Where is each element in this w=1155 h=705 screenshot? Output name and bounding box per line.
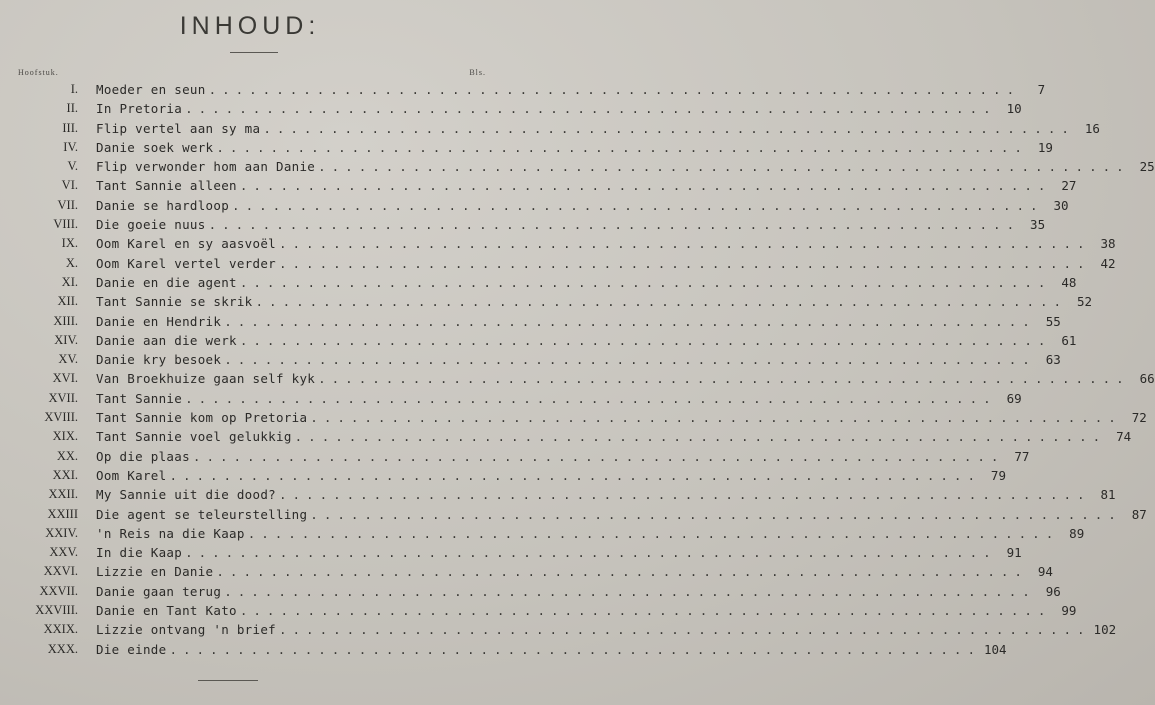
toc-line xyxy=(96,215,1046,234)
chapter-number: XX. xyxy=(56,448,78,463)
toc-entry xyxy=(0,562,1053,581)
dot-leader: ............................................................ xyxy=(216,564,1028,580)
toc-entry xyxy=(0,273,1077,292)
chapter-number: IV. xyxy=(63,139,78,154)
page-number: 96 xyxy=(1045,583,1061,599)
chapter-title: 'n Reis na die Kaap xyxy=(96,525,245,541)
toc-entry xyxy=(0,601,1077,620)
chapter-title: Danie soek werk xyxy=(96,139,214,155)
page-number: 10 xyxy=(1006,101,1022,117)
page-number: 69 xyxy=(1006,390,1022,406)
toc-line xyxy=(96,234,1116,253)
chapter-number: XXIX. xyxy=(43,622,78,637)
chapter-number: XXIV. xyxy=(45,525,78,540)
page-number: 81 xyxy=(1100,487,1116,503)
page-number: 102 xyxy=(1093,622,1117,638)
chapter-number: VIII. xyxy=(53,217,78,232)
chapter-number: XIX. xyxy=(52,429,78,444)
chapter-title: Danie en die agent xyxy=(96,274,237,290)
dot-leader: ............................................................ xyxy=(247,525,1060,541)
toc-line xyxy=(96,176,1077,195)
toc-entry xyxy=(0,254,1116,273)
chapter-title: Danie en Hendrik xyxy=(96,313,222,329)
chapter-number: III. xyxy=(62,120,78,135)
chapter-number: XXII. xyxy=(48,487,78,502)
toc-entry xyxy=(0,505,1147,524)
chapter-column-header: Hoofstuk. xyxy=(18,68,59,77)
toc-entry xyxy=(0,119,1100,138)
toc-entry xyxy=(0,99,1022,118)
toc-entry xyxy=(0,80,1046,99)
toc-line xyxy=(96,157,1155,176)
dot-leader: ............................................................ xyxy=(208,217,1021,233)
chapter-number: XXVIII. xyxy=(35,603,78,618)
chapter-number: VI. xyxy=(61,178,78,193)
toc-entry xyxy=(0,215,1046,234)
page-number: 27 xyxy=(1061,178,1077,194)
dot-leader: ............................................................ xyxy=(279,487,1091,503)
chapter-number: XVIII. xyxy=(44,410,78,425)
toc-line xyxy=(96,408,1147,427)
page-number: 66 xyxy=(1139,371,1155,387)
dot-leader: ............................................................ xyxy=(255,294,1068,310)
page-number: 94 xyxy=(1037,564,1053,580)
page-number: 48 xyxy=(1061,274,1077,290)
chapter-number: XII. xyxy=(57,294,78,309)
dot-leader: ............................................................ xyxy=(224,352,1036,368)
toc-entry xyxy=(0,176,1077,195)
chapter-title: Tant Sannie se skrik xyxy=(96,294,253,310)
toc-line xyxy=(96,601,1077,620)
page-number: 42 xyxy=(1100,255,1116,271)
toc-line xyxy=(96,524,1085,543)
toc-entry xyxy=(0,331,1077,350)
chapter-title: Tant Sannie voel gelukkig xyxy=(96,429,292,445)
toc-entry xyxy=(0,292,1093,311)
toc-line xyxy=(96,119,1100,138)
toc-line xyxy=(96,196,1069,215)
dot-leader: ............................................................ xyxy=(185,101,997,117)
chapter-number: I. xyxy=(70,82,78,96)
chapter-title: Danie gaan terug xyxy=(96,583,222,599)
page-number: 52 xyxy=(1077,294,1093,310)
page-title: INHOUD: xyxy=(179,12,321,40)
toc-line xyxy=(96,350,1061,369)
toc-line xyxy=(96,80,1046,99)
dot-leader: ............................................................ xyxy=(239,274,1052,290)
dot-leader: ............................................................ xyxy=(208,82,1021,97)
chapter-number: XXVI. xyxy=(43,564,78,579)
toc-entry xyxy=(0,408,1147,427)
page-number: 30 xyxy=(1053,197,1069,213)
dot-leader: ............................................................ xyxy=(294,429,1107,445)
chapter-title: Danie en Tant Kato xyxy=(96,603,237,619)
chapter-number: XV. xyxy=(58,352,78,367)
page-number: 104 xyxy=(983,641,1007,657)
chapter-title: Die einde xyxy=(96,641,167,657)
chapter-number: XVII. xyxy=(48,390,78,405)
chapter-title: Tant Sannie xyxy=(96,390,183,406)
toc-entry xyxy=(0,389,1022,408)
chapter-title: Oom Karel xyxy=(96,467,167,483)
chapter-title: My Sannie uit die dood? xyxy=(96,487,276,503)
dot-leader: ............................................................ xyxy=(185,390,997,406)
toc-entry xyxy=(0,350,1061,369)
dot-leader: ............................................................ xyxy=(310,410,1122,426)
page-number: 7 xyxy=(1037,82,1046,97)
toc-line xyxy=(96,582,1061,601)
title-divider xyxy=(230,52,278,53)
chapter-number: XXIII xyxy=(47,506,78,521)
chapter-number: XXX. xyxy=(47,641,78,656)
toc-line xyxy=(96,273,1077,292)
toc-entry xyxy=(0,524,1085,543)
toc-entry xyxy=(0,620,1117,639)
chapter-title: Die goeie nuus xyxy=(96,217,206,233)
toc-entry xyxy=(0,427,1132,446)
page-number: 99 xyxy=(1061,603,1077,619)
page-number: 91 xyxy=(1006,545,1022,561)
dot-leader: ............................................................ xyxy=(216,139,1028,155)
chapter-number: XIV. xyxy=(54,332,78,347)
dot-leader: ............................................................ xyxy=(318,159,1130,175)
toc-line xyxy=(96,369,1155,388)
toc-entry xyxy=(0,234,1116,253)
page-number: 74 xyxy=(1116,429,1132,445)
toc-line xyxy=(96,389,1022,408)
page-number: 38 xyxy=(1100,236,1116,252)
toc-entry xyxy=(0,582,1061,601)
chapter-title: Danie kry besoek xyxy=(96,352,222,368)
chapter-title: Oom Karel en sy aasvoël xyxy=(96,236,276,252)
page-number: 89 xyxy=(1069,525,1085,541)
chapter-title: Op die plaas xyxy=(96,448,190,464)
page-number: 25 xyxy=(1139,159,1155,175)
toc-line xyxy=(96,99,1022,118)
page-number: 35 xyxy=(1030,217,1046,233)
toc-line xyxy=(96,292,1093,311)
toc-entry xyxy=(0,447,1030,466)
chapter-number: XXV. xyxy=(49,545,78,560)
dot-leader: ............................................................ xyxy=(232,197,1044,213)
page-number: 19 xyxy=(1037,139,1053,155)
chapter-title: Van Broekhuize gaan self kyk xyxy=(96,371,316,387)
page-column-header: Bls. xyxy=(469,68,486,77)
chapter-title: Danie se hardloop xyxy=(96,197,230,213)
toc-line xyxy=(96,254,1116,273)
chapter-number: XXVII. xyxy=(39,583,78,598)
page-number: 72 xyxy=(1131,410,1147,426)
toc-entry xyxy=(0,466,1006,485)
dot-leader: ............................................................ xyxy=(224,583,1036,599)
dot-leader: ............................................................ xyxy=(318,371,1130,387)
chapter-title: Flip vertel aan sy ma xyxy=(96,120,261,136)
bottom-divider xyxy=(198,680,258,681)
toc-line xyxy=(96,466,1006,485)
page-number: 77 xyxy=(1014,448,1030,464)
toc-entry xyxy=(0,485,1116,504)
toc-entry xyxy=(0,196,1069,215)
toc-entry xyxy=(0,312,1061,331)
dot-leader: ............................................................ xyxy=(279,622,1091,638)
toc-entry xyxy=(0,640,1007,659)
chapter-title: Tant Sannie alleen xyxy=(96,178,237,194)
toc-line xyxy=(96,543,1022,562)
dot-leader: ............................................................ xyxy=(224,313,1036,329)
toc-line xyxy=(96,312,1061,331)
dot-leader: ............................................................ xyxy=(263,120,1075,136)
dot-leader: ............................................................ xyxy=(279,236,1091,252)
chapter-number: II. xyxy=(66,101,78,116)
toc-entry xyxy=(0,369,1155,388)
chapter-number: XIII. xyxy=(53,313,78,328)
toc-line xyxy=(96,505,1147,524)
chapter-title: Danie aan die werk xyxy=(96,332,237,348)
toc-line xyxy=(96,620,1117,639)
dot-leader: ............................................................ xyxy=(310,506,1122,522)
dot-leader: ............................................................ xyxy=(185,545,997,561)
chapter-number: VII. xyxy=(57,197,78,212)
chapter-number: XI. xyxy=(61,274,78,289)
dot-leader: ............................................................ xyxy=(239,332,1052,348)
chapter-title: Die agent se teleurstelling xyxy=(96,506,308,522)
chapter-title: In Pretoria xyxy=(96,101,183,117)
toc-entry xyxy=(0,157,1155,176)
toc-line xyxy=(96,640,1007,659)
table-of-contents xyxy=(0,80,1155,659)
chapter-title: Tant Sannie kom op Pretoria xyxy=(96,410,308,426)
dot-leader: ............................................................ xyxy=(192,448,1005,464)
dot-leader: ............................................................ xyxy=(279,255,1091,271)
toc-entry xyxy=(0,138,1053,157)
chapter-number: X. xyxy=(65,255,78,270)
chapter-title: Lizzie en Danie xyxy=(96,564,214,580)
chapter-title: Flip verwonder hom aan Danie xyxy=(96,159,316,175)
chapter-title: Oom Karel vertel verder xyxy=(96,255,276,271)
page-number: 63 xyxy=(1045,352,1061,368)
toc-line xyxy=(96,427,1132,446)
chapter-number: XXI. xyxy=(52,467,78,482)
page-number: 61 xyxy=(1061,332,1077,348)
page-number: 55 xyxy=(1045,313,1061,329)
toc-line xyxy=(96,331,1077,350)
chapter-title: Moeder en seun xyxy=(96,82,206,97)
dot-leader: ............................................................ xyxy=(239,603,1052,619)
toc-line xyxy=(96,447,1030,466)
chapter-title: Lizzie ontvang 'n brief xyxy=(96,622,276,638)
toc-line xyxy=(96,562,1053,581)
toc-line xyxy=(96,138,1053,157)
chapter-title: In die Kaap xyxy=(96,545,183,561)
page-number: 79 xyxy=(990,467,1006,483)
dot-leader: ............................................................ xyxy=(169,641,981,657)
dot-leader: ............................................................ xyxy=(239,178,1052,194)
chapter-number: IX. xyxy=(61,236,78,251)
toc-line xyxy=(96,485,1116,504)
dot-leader: ............................................................ xyxy=(169,467,981,483)
chapter-number: XVI. xyxy=(52,371,78,386)
page-number: 87 xyxy=(1131,506,1147,522)
page-number: 16 xyxy=(1084,120,1100,136)
toc-entry xyxy=(0,543,1022,562)
chapter-number: V. xyxy=(67,159,78,174)
